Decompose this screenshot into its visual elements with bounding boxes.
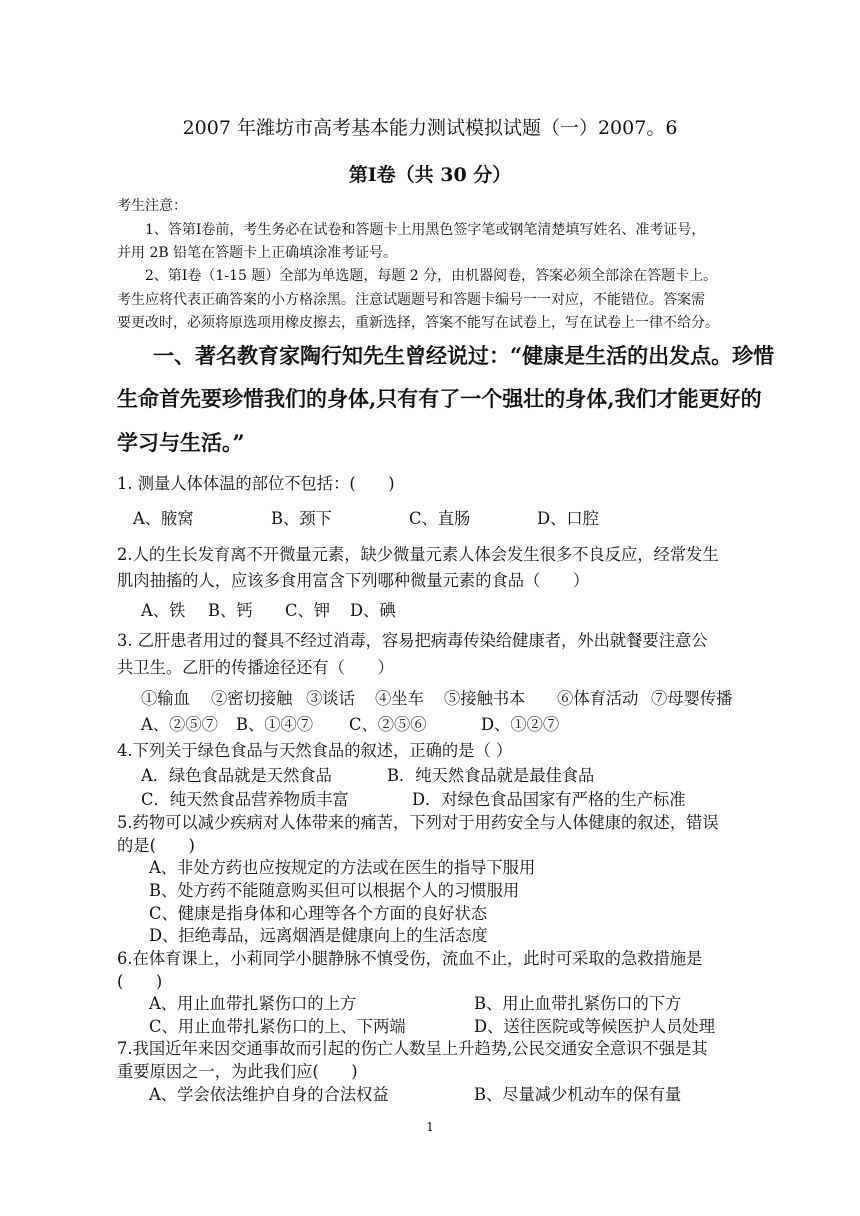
option: B．纯天然食品就是最佳食品 xyxy=(387,766,595,785)
item: ④坐车 xyxy=(375,689,424,708)
option: B、钙 xyxy=(208,601,253,620)
option: C、健康是指身体和心理等各个方面的良好状态 xyxy=(149,904,488,923)
question-stem: 肌肉抽搐的人，应该多食用富含下列哪种微量元素的食品（ ） xyxy=(117,571,590,590)
option: A、腋窝 xyxy=(133,509,194,528)
question-stem: 4.下列关于绿色食品与天然食品的叙述，正确的是（ ） xyxy=(117,741,513,760)
option: B、用止血带扎紧伤口的下方 xyxy=(474,994,682,1013)
question-stem: 共卫生。乙肝的传播途径还有（ ） xyxy=(117,658,394,677)
question-stem: 6.在体育课上，小莉同学小腿静脉不慎受伤，流血不止，此时可采取的急救措施是 xyxy=(117,949,703,968)
exam-title: 2007 年潍坊市高考基本能力测试模拟试题（一）2007。6 xyxy=(182,117,678,139)
option: B、①④⑦ xyxy=(236,715,314,734)
item: ③谈话 xyxy=(306,689,355,708)
item: ⑤接触书本 xyxy=(444,689,526,708)
option: D、拒绝毒品，远离烟酒是健康向上的生活态度 xyxy=(149,926,488,945)
notice-line: 要更改时，必须将原选项用橡皮擦去，重新选择，答案不能写在试卷上，写在试卷上一律不给分。 xyxy=(117,315,719,331)
question-stem: 1. 测量人体体温的部位不包括：( ) xyxy=(117,474,395,493)
page-number: 1 xyxy=(426,1120,434,1134)
question-stem: 重要原因之一，为此我们应( ) xyxy=(117,1062,358,1081)
option: A、铁 xyxy=(141,601,186,620)
option: C、②⑤⑥ xyxy=(349,715,427,734)
item: ⑦母婴传播 xyxy=(651,689,733,708)
question-stem: 的是( ) xyxy=(117,836,195,855)
option: B、尽量减少机动车的保有量 xyxy=(474,1085,682,1104)
question-stem: 7.我国近年来因交通事故而引起的伤亡人数呈上升趋势,公民交通安全意识不强是其 xyxy=(117,1039,708,1058)
option: B、处方药不能随意购买但可以根据个人的习惯服用 xyxy=(149,881,520,900)
notice-line: 并用 2B 铅笔在答题卡上正确填涂准考证号。 xyxy=(117,245,398,261)
option: A、学会依法维护自身的合法权益 xyxy=(149,1085,389,1104)
section-intro-line: 一、著名教育家陶行知先生曾经说过：“健康是生活的出发点。珍惜 xyxy=(153,343,775,368)
option: C、直肠 xyxy=(409,509,471,528)
option: D．对绿色食品国家有严格的生产标准 xyxy=(412,790,686,809)
option: C．纯天然食品营养物质丰富 xyxy=(141,790,349,809)
question-stem: ( ) xyxy=(117,972,163,991)
question-stem: 5.药物可以减少疾病对人体带来的痛苦，下列对于用药安全与人体健康的叙述，错误 xyxy=(117,813,719,832)
option: A、用止血带扎紧伤口的上方 xyxy=(149,994,357,1013)
option: D、口腔 xyxy=(537,509,599,528)
notice-heading: 考生注意： xyxy=(117,198,187,214)
option: C、钾 xyxy=(285,601,331,620)
exam-subtitle: 第Ⅰ卷（共 30 分） xyxy=(348,164,512,186)
notice-line: 2、第Ⅰ卷（1-15 题）全部为单选题，每题 2 分，由机器阅卷，答案必须全部涂在答题卡上。 xyxy=(145,268,718,284)
item: ②密切接触 xyxy=(211,689,293,708)
option: A、非处方药也应按规定的方法或在医生的指导下服用 xyxy=(149,858,536,877)
option: A．绿色食品就是天然食品 xyxy=(141,766,332,785)
option: A、②⑤⑦ xyxy=(141,715,218,734)
notice-line: 1、答第Ⅰ卷前，考生务必在试卷和答题卡上用黑色签字笔或钢笔清楚填写姓名、准考证号， xyxy=(145,222,706,238)
option: C、用止血带扎紧伤口的上、下两端 xyxy=(149,1017,406,1036)
notice-line: 考生应将代表正确答案的小方格涂黑。注意试题题号和答题卡编号一一对应，不能错位。答案需 xyxy=(117,292,705,308)
section-intro-line: 学习与生活。” xyxy=(117,430,245,455)
option: D、送往医院或等候医护人员处理 xyxy=(474,1017,715,1036)
question-stem: 3. 乙肝患者用过的餐具不经过消毒，容易把病毒传染给健康者，外出就餐要注意公 xyxy=(117,631,708,650)
item: ⑥体育活动 xyxy=(557,689,639,708)
question-stem: 2.人的生长发育离不开微量元素，缺少微量元素人体会发生很多不良反应，经常发生 xyxy=(117,545,719,564)
item: ①输血 xyxy=(141,689,190,708)
option: B、颈下 xyxy=(271,509,332,528)
option: D、碘 xyxy=(350,601,396,620)
option: D、①②⑦ xyxy=(481,715,560,734)
section-intro-line: 生命首先要珍惜我们的身体,只有有了一个强壮的身体,我们才能更好的 xyxy=(117,386,762,411)
